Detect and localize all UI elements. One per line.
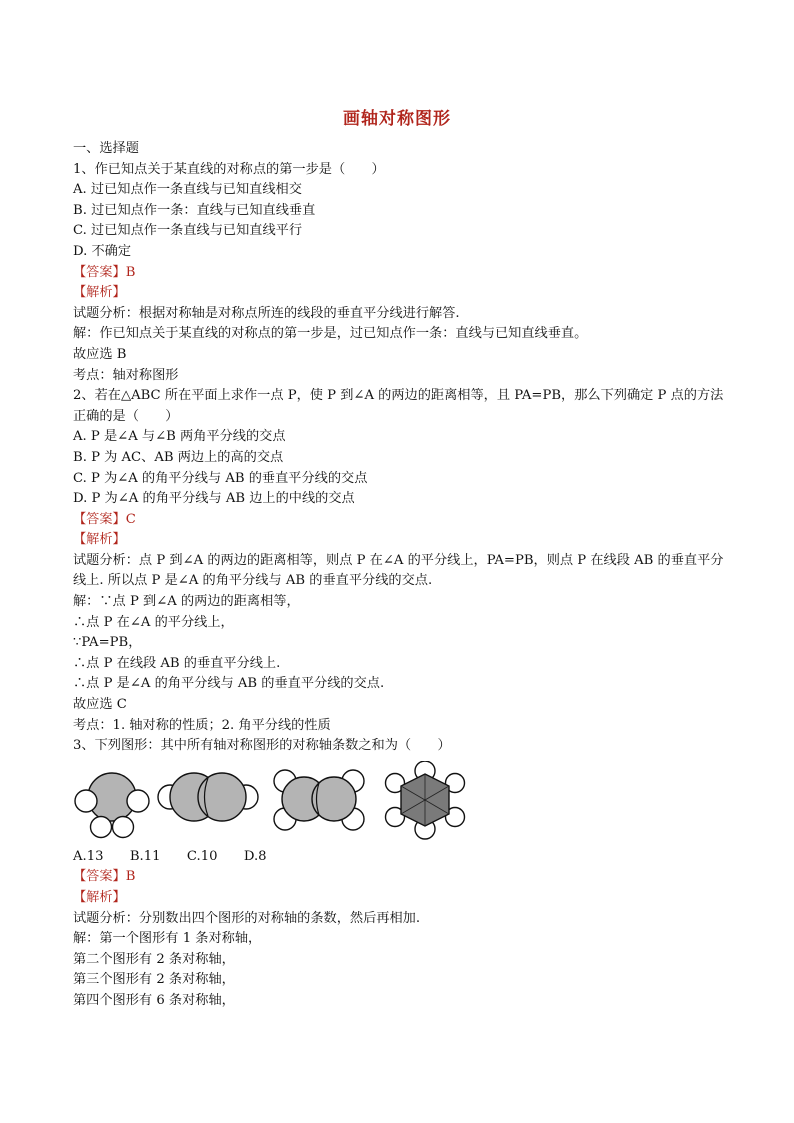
q2-choose: 故应选 C bbox=[73, 697, 127, 713]
answer-tag: 【答案】 bbox=[73, 264, 126, 280]
answer-value: C bbox=[125, 511, 136, 527]
answer-tag: 【答案】 bbox=[73, 511, 126, 527]
q1-analysis-tag: 【解析】 bbox=[73, 285, 126, 301]
q1-answer bbox=[73, 263, 733, 284]
q1-kaodian: 考点：轴对称图形 bbox=[73, 367, 179, 383]
q2-option-c: C. P 为∠A 的角平分线与 AB 的垂直平分线的交点 bbox=[73, 470, 368, 486]
q3-stem: 3、下列图形：其中所有轴对称图形的对称轴条数之和为（ ） bbox=[73, 738, 451, 754]
q3-analysis: 试题分析：分别数出四个图形的对称轴的条数，然后再相加. bbox=[73, 910, 421, 926]
q2-solution-line3: ∵PA=PB， bbox=[73, 635, 142, 651]
q2-solution-line5: ∴点 P 是∠A 的角平分线与 AB 的垂直平分线的交点. bbox=[73, 676, 385, 692]
q3-solution-line4: 第四个图形有 6 条对称轴， bbox=[73, 992, 235, 1008]
figure-4-hexagon-six-lobes bbox=[383, 761, 467, 843]
section-heading: 一、选择题 bbox=[73, 141, 139, 156]
q2-option-a: A. P 是∠A 与∠B 两角平分线的交点 bbox=[73, 429, 286, 445]
question-list bbox=[73, 139, 733, 1012]
q2-solution-line2: ∴点 P 在∠A 的平分线上， bbox=[73, 614, 234, 630]
q1-choose: 故应选 B bbox=[73, 346, 127, 362]
q2-analysis-tag: 【解析】 bbox=[73, 532, 126, 548]
q3-solution-line2: 第二个图形有 2 条对称轴， bbox=[73, 951, 235, 967]
q2-analysis-line2: 线上. 所以点 P 是∠A 的角平分线与 AB 的垂直平分线的交点. bbox=[73, 573, 433, 589]
q1-option-c: C. 过已知点作一条直线与已知直线平行 bbox=[73, 223, 303, 239]
answer-value: B bbox=[125, 264, 136, 280]
page-title: 画轴对称图形 bbox=[343, 109, 451, 129]
figure-3-double-circle-four-lobes bbox=[269, 761, 369, 843]
answer-value: B bbox=[125, 869, 136, 885]
q3-answer bbox=[73, 867, 733, 888]
answer-tag: 【答案】 bbox=[73, 869, 126, 885]
figure-1-circle-three-lobes bbox=[73, 761, 151, 843]
q2-kaodian: 考点：1. 轴对称的性质；2. 角平分线的性质 bbox=[73, 717, 331, 733]
q3-options: A.13 B.11 C.10 D.8 bbox=[73, 848, 267, 864]
q1-solution: 解：作已知点关于某直线的对称点的第一步是，过已知点作一条：直线与已知直线垂直。 bbox=[73, 326, 588, 342]
q3-figures bbox=[73, 757, 733, 847]
q3-analysis-tag: 【解析】 bbox=[73, 890, 126, 905]
q2-solution-line4: ∴点 P 在线段 AB 的垂直平分线上. bbox=[73, 655, 281, 671]
q1-option-b: B. 过已知点作一条：直线与已知直线垂直 bbox=[73, 202, 316, 218]
q2-analysis-line1: 试题分析：点 P 到∠A 的两边的距离相等，则点 P 在∠A 的平分线上，PA=PB，则点 P 在线段 AB 的垂直平分 bbox=[73, 552, 724, 568]
q1-stem: 1、作已知点关于某直线的对称点的第一步是（ ） bbox=[73, 161, 385, 177]
q2-stem-line1: 2、若在△ABC 所在平面上求作一点 P，使 P 到∠A 的两边的距离相等，且 PA=PB，那么下列确定 P 点的方法 bbox=[73, 388, 724, 404]
q2-solution-line1: 解：∵点 P 到∠A 的两边的距离相等， bbox=[73, 594, 300, 610]
figure-2-double-circle bbox=[157, 761, 259, 843]
q2-stem-line2: 正确的是（ ） bbox=[73, 408, 179, 424]
q1-option-d: D. 不确定 bbox=[73, 243, 132, 259]
q2-answer bbox=[73, 510, 733, 531]
q3-solution-line1: 解：第一个图形有 1 条对称轴， bbox=[73, 931, 262, 947]
q3-solution-line3: 第三个图形有 2 条对称轴， bbox=[73, 972, 235, 988]
q1-option-a: A. 过已知点作一条直线与已知直线相交 bbox=[73, 182, 302, 198]
q2-option-d: D. P 为∠A 的角平分线与 AB 边上的中线的交点 bbox=[73, 491, 355, 507]
q1-analysis: 试题分析：根据对称轴是对称点所连的线段的垂直平分线进行解答. bbox=[73, 305, 460, 321]
q2-option-b: B. P 为 AC、AB 两边上的高的交点 bbox=[73, 449, 284, 465]
